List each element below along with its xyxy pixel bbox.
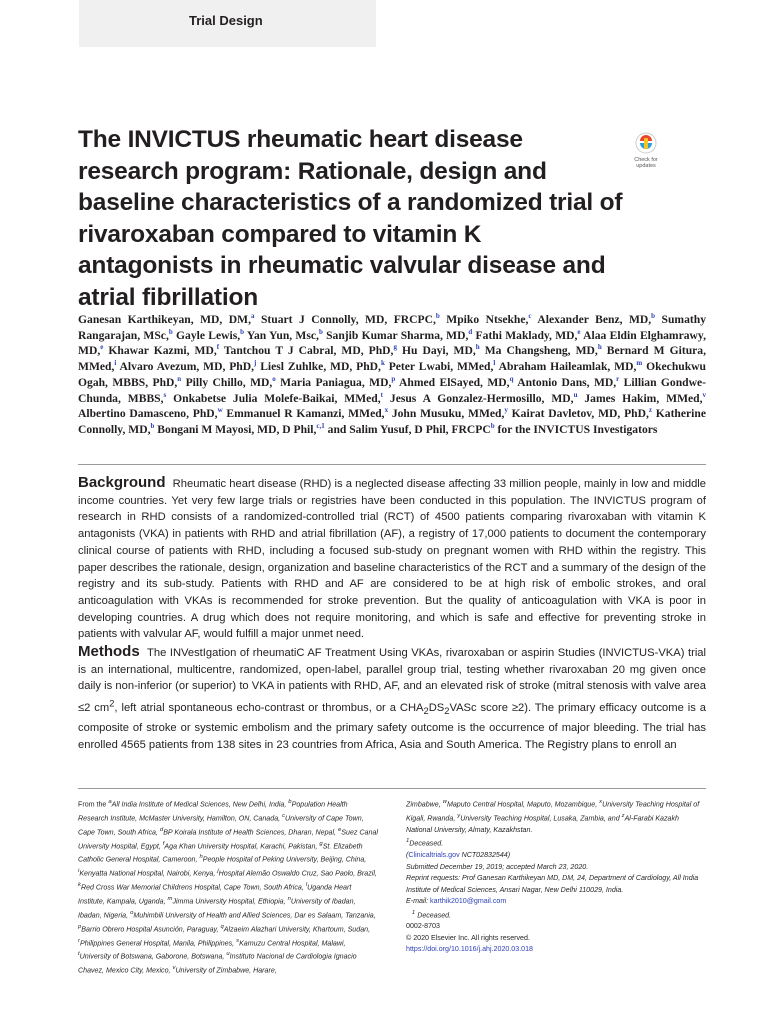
article-info-text: Zimbabwe, $^w$Maputo Central Hospital, Maputo, Mozambique, $^x$University Teaching Hospital of Kigali, Rwanda, $^y$University Teaching Hospital, Lusaka, Zambia, and $^z$Al-Farabi Kazakh National University, Almaty, Kazakhstan. $^1$Deceased. (Clinicaltrials.gov NCT02832544) Submitted December 19, 2019; accepted March 23, 2020. Reprint requests: Prof Ganesan Karthikeyan MD, DM, 24, Department of Cardiology, All India Institute of Medical Sciences, Ansari Nagar, New Delhi 110029, India. E-mail: karthik2010@gmail.com $^1$ Deceased. 0002-8703 © 2020 Elsevier Inc. All rights reserved. https://doi.org/10.1016/j.ahj.2020.03.018 xyxy=(406,799,700,954)
abstract xyxy=(78,464,706,753)
footnote-article-info xyxy=(406,797,706,977)
badge-line-2: updates xyxy=(636,163,656,169)
badge-line-1: Check for xyxy=(634,157,658,163)
check-for-updates-icon xyxy=(635,132,657,156)
background-heading: Background xyxy=(78,474,166,491)
abstract-background xyxy=(78,475,706,643)
author-list: Ganesan Karthikeyan, MD, DM,$^a$ Stuart J Connolly, MD, FRCPC,$^b$ Mpiko Ntsekhe,$^c$ Alexander Benz, MD,$^b$ Sumathy Rangarajan, MSc,$^b$ Gayle Lewis,$^b$ Yan Yun, Msc,$^b$ Sanjib Kumar Sharma, MD,$^d$ Fathi Maklady, MD,$^e$ Alaa Eldin Elghamrawy, MD,$^e$ Khawar Kazmi, MD,$^f$ Tantchou T J Cabral, MD, PhD,$^g$ Hu Dayi, MD,$^h$ Ma Changsheng, MD,$^h$ Bernard M Gitura, MMed,$^i$ Alvaro Avezum, MD, PhD,$^j$ Liesl Zuhlke, MD, PhD,$^k$ Peter Lwabi, MMed,$^l$ Abraham Haileamlak, MD,$^m$ Okechukwu Ogah, MBBS, PhD,$^n$ Pilly Chillo, MD,$^o$ Maria Paniagua, MD,$^p$ Ahmed ElSayed, MD,$^q$ Antonio Dans, MD,$^r$ Lillian Gondwe-Chunda, MBBS,$^s$ Onkabetse Julia Molefe-Baikai, MMed,$^t$ Jesus A Gonzalez-Hermosillo, MD,$^u$ James Hakim, MMed,$^v$ Albertino Damasceno, PhD,$^w$ Emmanuel R Kamanzi, MMed,$^x$ John Musuku, MMed,$^y$ Kairat Davletov, MD, PhD,$^z$ Katherine Connolly, MD,$^b$ Bongani M Mayosi, MD, D Phil,$^{c,1}$ and Salim Yusuf, D Phil, FRCPC$^b$ for the INVICTUS Investigators xyxy=(78,312,707,436)
abstract-methods xyxy=(78,644,706,753)
footnotes xyxy=(78,788,706,977)
article-title: The INVICTUS rheumatic heart disease research program: Rationale, design and baseline characteristics of a randomized trial of rivaroxaban compared to vitamin K antagonists in rheumatic valvular disease and atrial fibrillation xyxy=(78,126,623,311)
methods-heading: Methods xyxy=(78,643,140,661)
background-text: Rheumatic heart disease (RHD) is a neglected disease affecting 33 million people, mainly in low and middle income countries. Yet very few large trials or registries have been conducted in this population. The INVICTUS program of research in RHD consists of a randomized-controlled trial (RCT) of 4500 patients comparing rivaroxaban with vitamin K antagonists (VKA) in patients with RHD and atrial fibrillation (AF), a registry of 17,000 patients to document the contemporary clinical course of patients with RHD, including a focused sub-study on pregnant women with RHD within the registry. This paper describes the rationale, design, organization and baseline characteristics of the RCT and a summary of the design of the registry and its sub-study. Patients with RHD and AF are considered to be at high risk of embolic strokes, and oral anticoagulation with VKAs is recommended for stroke prevention. But the quality of anticoagulation with VKA is poor in developing countries. A drug which does not require monitoring, and which is safe and effective for preventing stroke in patients with valvular AF, would fulfill a major unmet need. xyxy=(78,478,706,641)
check-for-updates-badge[interactable] xyxy=(632,132,660,172)
methods-text: The INVestIgation of rheumatiC AF Treatment Using VKAs, rivaroxaban or aspirin Studies (INVICTUS-VKA) trial is an international, multicentre, randomized, open-label, parallel group trial, testing whether rivaroxaban 20 mg given once daily is non-inferior (or superior) to VKA in patients with RHD, AF, and an elevated risk of stroke (mitral stenosis with valve area ≤2 $cm^2$, left atrial spontaneous echo-contrast or thrombus, or a $CHA_2DS_2VASc$ score ≥2). The primary efficacy outcome is a composite of stroke or systemic embolism and the primary safety outcome is the occurrence of major bleeding. The trial has enrolled 4565 patients from 138 sites in 23 countries from Africa, Asia and South America. The Registry plans to enroll an xyxy=(78,647,707,751)
affiliations-text: From the $^a$All India Institute of Medical Sciences, New Delhi, India, $^b$Population Health Research Institute, McMaster University, Hamilton, ON, Canada, $^c$University of Cape Town, Cape Town, South Africa, $^d$BP Koirala Institute of Health Sciences, Dharan, Nepal, $^e$Suez Canal University Hospital, Egypt, $^f$Aga Khan University Hospital, Karachi, Pakistan, $^g$St. Elizabeth Catholic General Hospital, Cameroon, $^h$People Hospital of Peking University, Beijing, China, $^i$Kenyatta National Hospital, Nairobi, Kenya, $^j$Hospital Alemão Oswaldo Cruz, Sao Paolo, Brazil, $^k$Red Cross War Memorial Childrens Hospital, Cape Town, South Africa, $^l$Uganda Heart Institute, Kampala, Uganda, $^m$Jimma University Hospital, Ethiopia, $^n$University of Ibadan, Ibadan, Nigeria, $^o$Muhimbili University of Health and Allied Sciences, Dar es Salaam, Tanzania, $^p$Barrio Obrero Hospital Asunción, Paraguay, $^q$Alzaeim Alazhari University, Khartoum, Sudan, $^r$Philippines General Hospital, Manila, Philippines, $^s$Kamuzu Central Hospital, Malawi, $^t$University of Botswana, Gaborone, Botswana, $^u$Instituto Nacional de Cardiologia Ignacio Chavez, Mexico City, Mexico, $^v$University of Zimbabwe, Harare, xyxy=(78,799,378,975)
footnote-affiliations xyxy=(78,797,378,977)
section-label: Trial Design xyxy=(79,0,376,47)
